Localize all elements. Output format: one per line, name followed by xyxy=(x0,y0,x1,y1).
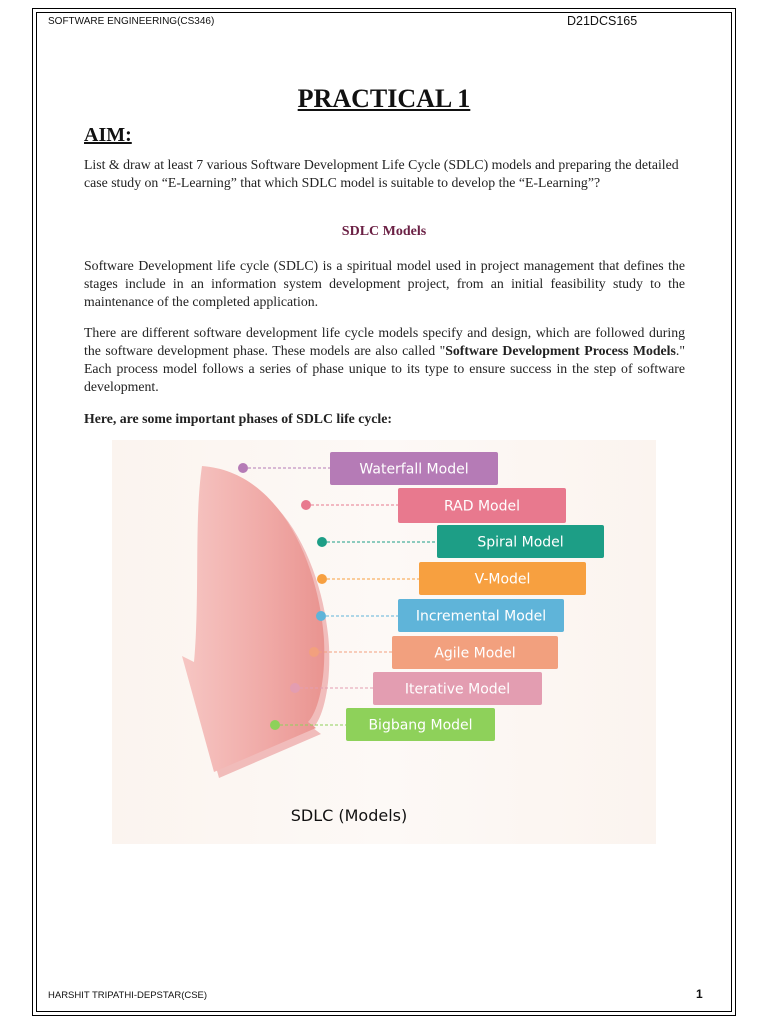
bigbang-model-dot xyxy=(270,720,280,730)
section-heading: SDLC Models xyxy=(341,224,427,239)
incremental-model-label: Incremental Model xyxy=(415,608,547,625)
header-course: SOFTWARE ENGINEERING(CS346) xyxy=(48,16,215,27)
header-id: D21DCS165 xyxy=(567,14,638,28)
v-model-dot xyxy=(317,574,327,584)
iterative-model-label: Iterative Model xyxy=(404,681,511,698)
waterfall-model-dot xyxy=(238,463,248,473)
para2-before: There are different software development life cycle models specify and design, which are followed during the software development phase. These models are also called " xyxy=(84,325,685,358)
para2-bold: Software Development Process Models xyxy=(445,343,676,358)
footer-page-number: 1 xyxy=(696,987,703,1001)
page-title: PRACTICAL 1 xyxy=(297,84,471,113)
phases-heading: Here, are some important phases of SDLC life cycle: xyxy=(84,411,392,426)
aim-heading: AIM: xyxy=(84,124,132,146)
sdlc-models-figure xyxy=(112,440,656,844)
waterfall-model-label: Waterfall Model xyxy=(359,461,469,478)
iterative-model-dot xyxy=(290,683,300,693)
rad-model-label: RAD Model xyxy=(443,498,521,515)
rad-model-dot xyxy=(301,500,311,510)
figure-background xyxy=(112,440,656,844)
incremental-model-dot xyxy=(316,611,326,621)
sdlc-intro-paragraph: Software Development life cycle (SDLC) is a spiritual model used in project management that defines the stages include in an information system development project, from an initial feasibility study to the maintenance of the completed application. xyxy=(84,258,685,309)
para2-after: ." Each process model follows a series of phase unique to its type to ensure success in the step of software development. xyxy=(84,343,685,394)
agile-model-dot xyxy=(309,647,319,657)
figure-caption: SDLC (Models) xyxy=(290,806,408,825)
bigbang-model-label: Bigbang Model xyxy=(368,717,473,734)
sdlc-models-paragraph xyxy=(84,324,685,396)
spiral-model-label: Spiral Model xyxy=(477,534,564,551)
footer-author: HARSHIT TRIPATHI-DEPSTAR(CSE) xyxy=(48,990,208,1001)
agile-model-label: Agile Model xyxy=(434,645,516,662)
spiral-model-dot xyxy=(317,537,327,547)
aim-text: List & draw at least 7 various Software Development Life Cycle (SDLC) models and preparing the detailed case study on “E-Learning” that which SDLC model is suitable to develop the “E-Learning”? xyxy=(84,157,679,190)
v-model-label: V-Model xyxy=(474,571,531,588)
